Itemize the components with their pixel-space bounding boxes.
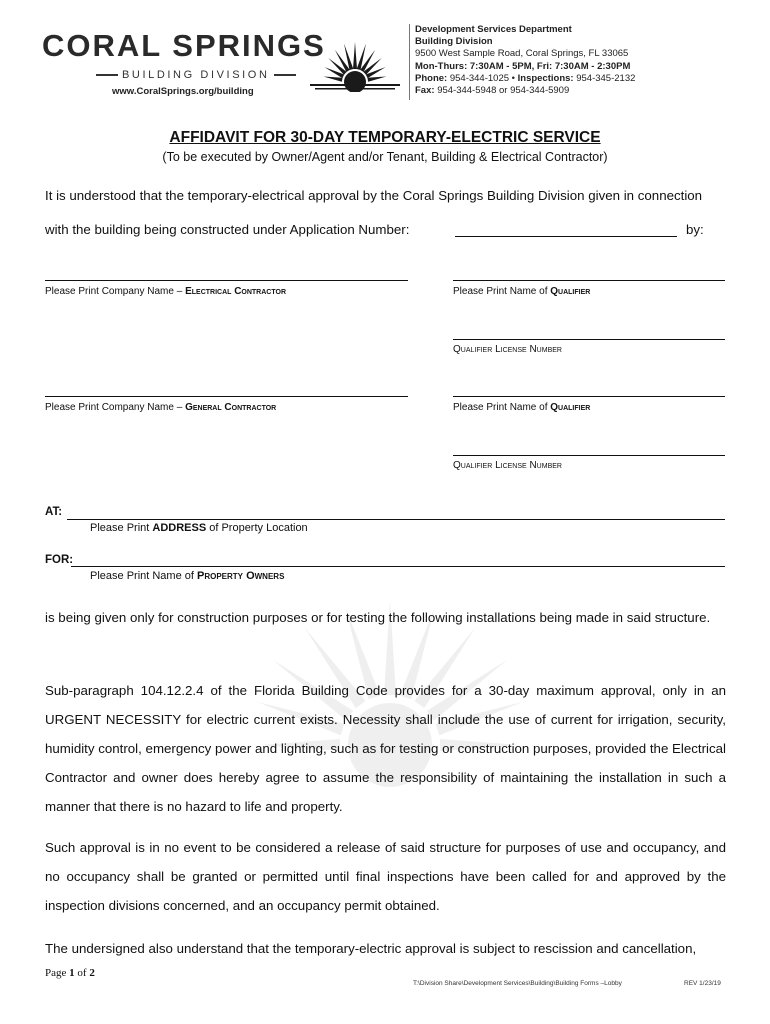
phone-line: Phone: 954-344-1025 • Inspections: 954-345-2132 (415, 72, 636, 84)
paragraph-purpose: is being given only for construction purposes or for testing the following installations being made in said structure. (45, 610, 711, 625)
revision-date: REV 1/23/19 (684, 980, 721, 987)
file-path: T:\Division Share\Development Services\Building\Building Forms –Lobby (413, 980, 622, 987)
electrical-contractor-field[interactable] (45, 280, 408, 281)
paragraph-rescission: The undersigned also understand that the temporary-electric approval is subject to rescission and cancellation, (45, 941, 697, 956)
electrical-contractor-label: Please Print Company Name – Electrical Contractor (45, 286, 287, 297)
property-owners-label: Please Print Name of Property Owners (90, 570, 285, 582)
general-license-field[interactable] (453, 455, 725, 456)
electrical-license-label: Qualifier License Number (453, 344, 562, 355)
header-divider (409, 24, 410, 100)
paragraph-occupancy: Such approval is in no event to be considered a release of said structure for purposes of use and occupancy, and no occupancy shall be granted or permitted until final inspections have been called for and approved by the inspection divisions concerned, and an occupancy permit obtained. (45, 840, 726, 913)
general-contractor-field[interactable] (45, 396, 408, 397)
paragraph-code: Sub-paragraph 104.12.2.4 of the Florida Building Code provides for a 30-day maximum approval, only in an URGENT NECESSITY for electric current exists. Necessity shall include the use of current for irrigation, security, humidity control, emergency power and lighting, such as for testing or construction purposes, provided the Electrical Contractor and owner does hereby agree to assume the responsibility of maintaining the installation in such a manner that there is no hazard to life and property. (45, 683, 726, 814)
page-subtitle: (To be executed by Owner/Agent and/or Tenant, Building & Electrical Contractor) (162, 150, 608, 164)
general-qualifier-field[interactable] (453, 396, 725, 397)
electrical-qualifier-label: Please Print Name of Qualifier (453, 286, 591, 297)
general-contractor-label: Please Print Company Name – General Contractor (45, 402, 277, 413)
department-name: Development Services Department (415, 24, 572, 35)
for-label: FOR: (45, 554, 74, 566)
general-license-label: Qualifier License Number (453, 460, 562, 471)
electrical-license-field[interactable] (453, 339, 725, 340)
division-name: Building Division (415, 36, 493, 48)
logo-url: www.CoralSprings.org/building (112, 86, 254, 97)
property-owners-field[interactable] (71, 566, 725, 567)
application-number-field[interactable] (455, 236, 677, 237)
sun-logo-icon (305, 30, 405, 92)
at-label: AT: (45, 506, 63, 518)
intro-line-1: It is understood that the temporary-electrical approval by the Coral Springs Building Division given in connection (45, 188, 703, 203)
hours: Mon-Thurs: 7:30AM - 5PM, Fri: 7:30AM - 2:30PM (415, 60, 631, 72)
logo-title: CORAL SPRINGS (42, 28, 326, 63)
electrical-qualifier-field[interactable] (453, 280, 725, 281)
address: 9500 West Sample Road, Coral Springs, FL 33065 (415, 48, 629, 60)
property-address-field[interactable] (67, 519, 725, 520)
by-label: by: (686, 222, 704, 237)
page-number: Page 1 of 2 (45, 967, 95, 979)
fax-line: Fax: 954-344-5948 or 954-344-5909 (415, 85, 570, 97)
department-info (415, 24, 635, 97)
property-address-label: Please Print ADDRESS of Property Location (90, 522, 308, 534)
intro-line-2: with the building being constructed under Application Number: (45, 222, 410, 237)
page-title: AFFIDAVIT FOR 30-DAY TEMPORARY-ELECTRIC SERVICE (169, 129, 601, 146)
general-qualifier-label: Please Print Name of Qualifier (453, 402, 591, 413)
logo-subtitle: BUILDING DIVISION (92, 69, 300, 81)
